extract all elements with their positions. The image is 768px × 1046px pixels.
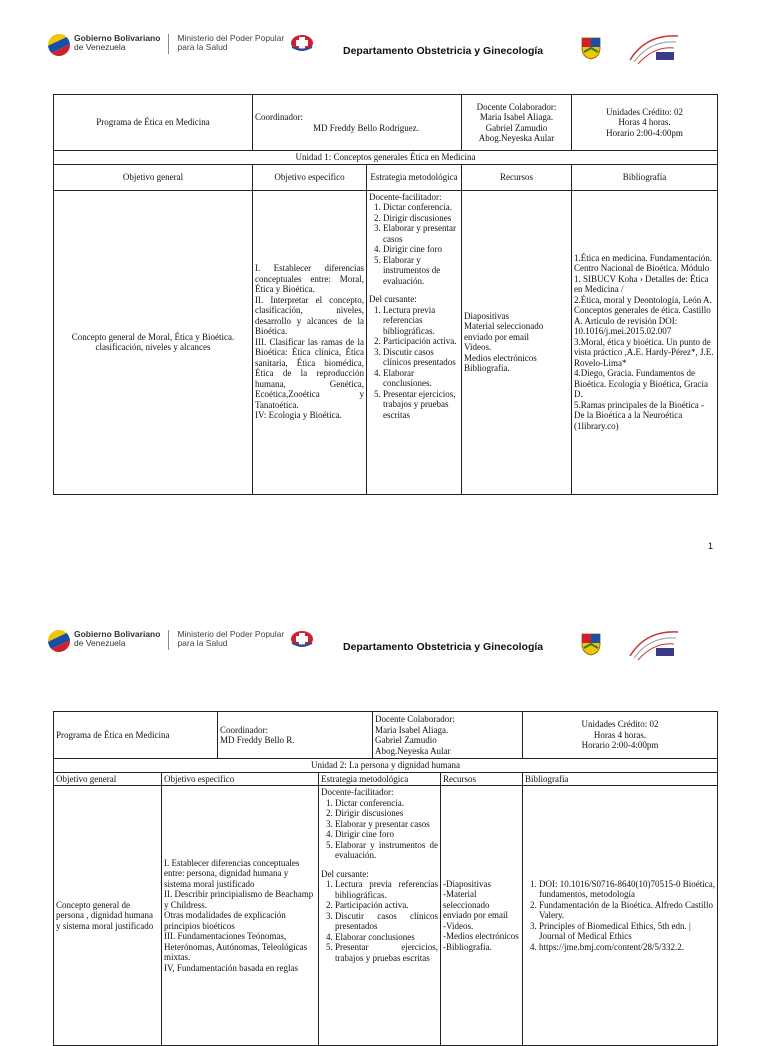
list-item: 1. Lectura previa referencias bibliográficas. (335, 879, 438, 900)
list-item: 3. Elaborar y presentar casos (335, 819, 438, 830)
objective-item: IV: Ecologia y Bioética. (255, 410, 342, 421)
venezuela-flag-icon (44, 30, 73, 59)
page-header (0, 28, 768, 88)
gob-line2: de Venezuela (74, 42, 126, 52)
resource-item: Bibliografía. (464, 363, 510, 373)
unit-title: Unidad 2: La persona y dignidad humana (54, 759, 718, 773)
docente-cell (373, 712, 523, 759)
cursante-label: Del cursante: (321, 868, 369, 879)
recursos-cell (441, 786, 523, 1046)
coordinator-cell (253, 95, 462, 151)
list-item: 4. Dirigir cine foro (383, 244, 459, 255)
col-header: Objetivo general (54, 772, 162, 786)
units-line: Unidades Crédito: 02 (606, 106, 683, 117)
list-item: 2. Dirigir discusiones (383, 213, 459, 224)
list-item: 2. Dirigir discusiones (335, 808, 438, 819)
objective-item: I. Establecer diferencias conceptuales entre: Moral, Ética y Bioética. (255, 263, 364, 295)
coordinator-label: Coordinador: (220, 724, 268, 735)
bibliography-item: 3.Moral, ética y bioética. Un punto de vista práctico ,A.E. Hardy-Pérez*, J.E. Rovelo-Lima* (574, 336, 714, 368)
list-item: 4. Dirigir cine foro (335, 829, 438, 840)
list-item: 4. Elaborar conclusiones. (383, 368, 459, 389)
gobierno-logo (48, 34, 314, 56)
objective-item: I. Establecer diferencias conceptuales entre: persona, dignidad humana y sistema moral justificado (164, 857, 300, 889)
min-line1: Ministerio del Poder Popular (177, 33, 285, 43)
objective-item: III. Fundamentaciones Teónomas, Heterónomas, Autónomas, Teleológicas mixtas. (164, 931, 308, 963)
program-title-cell (54, 95, 253, 151)
gobierno-logo (48, 630, 314, 652)
col-header: Bibliografía (572, 164, 718, 190)
min-line1: Ministerio del Poder Popular (177, 629, 285, 639)
docente-line: Abog.Neyeska Aular (375, 745, 451, 756)
resource-item: Diapositivas (464, 310, 509, 321)
bibliografia-cell (572, 190, 718, 494)
col-header: Estrategia metodológica (319, 772, 441, 786)
list-item: 5. Elaborar y instrumentos de evaluación. (383, 255, 459, 287)
list-item: 3. Discutir casos clínicos presentados (335, 911, 438, 932)
resource-item: -Bibliografía. (443, 941, 492, 952)
docente-facilitador-label: Docente-facilitador: (321, 787, 394, 797)
col-header: Bibliografía (523, 772, 718, 786)
docente-line: Maria Isabel Aliaga. (375, 724, 449, 735)
bibliografia-cell (523, 786, 718, 1046)
objective-item: II. Interpretar el concepto, clasificación, niveles, desarrollo y alcances de la Bioética. (255, 294, 364, 337)
objective-item: II. Describir principialismo de Beachamp y Childress. (164, 889, 314, 910)
docente-list (369, 202, 459, 286)
bibliography-item: 4. https://jme.bmj.com/content/28/5/332.2. (539, 942, 715, 953)
coordinator-label: Coordinador: (255, 112, 303, 122)
resource-item: Videos. (464, 342, 492, 352)
docente-line: Abog.Neyeska Aular (478, 133, 555, 143)
objetivo-general: Concepto general de persona , dignidad humana y sistema moral justificado (54, 786, 162, 1046)
col-header: Recursos (462, 164, 572, 190)
bibliography-item: 3. Principles of Biomedical Ethics, 5th edn. | Journal of Medical Ethics (539, 921, 715, 942)
bibliography-item: 1.Ética en medicina. Fundamentación. Centro Nacional de Bioética. Módulo 1. SIBUCV Koha › Detalles de: Ética en Medicina / (574, 252, 712, 295)
objetivo-especifico (162, 786, 319, 1046)
units-line: Horario 2:00-4:00pm (581, 740, 659, 751)
recursos-cell (462, 190, 572, 494)
estrategia-cell (319, 786, 441, 1046)
divider (168, 34, 169, 54)
objective-item: Otras modalidades de explicación principios bioéticos (164, 910, 286, 931)
resource-item: Medios electrónicos (464, 352, 537, 363)
docente-line: Gabriel Zamudio (485, 122, 548, 133)
university-logo-icon (626, 626, 682, 664)
units-line: Horas 4 horas. (593, 729, 647, 740)
resource-item: -Material seleccionado enviado por email (443, 889, 508, 921)
resource-item: Material seleccionado enviado por email (464, 321, 544, 342)
coat-of-arms-icon (580, 36, 602, 60)
health-ministry-icon (290, 630, 314, 648)
bibliography-item: 5.Ramas principales de la Bioética - De la Bioética a la Neuroética (1library.co) (574, 399, 704, 431)
bibliography-item: 4.Diego, Gracia. Fundamentos de Bioética. Ecologia y Bioética, Gracia D. (574, 368, 708, 400)
bibliography-item: Conceptos generales de ética. Castillo A. Articulo de revisión DOI: 10.1016/j.mei.2015.02.007 (574, 305, 711, 337)
list-item: 5. Presentar ejercicios, trabajos y pruebas escritas (383, 389, 459, 421)
col-header: Estrategia metodológica (367, 164, 462, 190)
list-item: 4. Elaborar conclusiones (335, 932, 438, 943)
cursante-label: Del cursante: (369, 294, 417, 304)
coat-of-arms-icon (580, 632, 602, 656)
resource-item: -Diapositivas (443, 878, 492, 889)
min-line2: para la Salud (177, 42, 228, 52)
page-number: 1 (708, 541, 714, 551)
docente-facilitador-label: Docente-facilitador: (369, 191, 442, 202)
unit-title: Unidad 1: Conceptos generales Ética en Medicina (54, 151, 718, 165)
estrategia-cell (367, 190, 462, 494)
gob-line1: Gobierno Bolivariano (74, 33, 161, 43)
col-header: Objetivo general (54, 164, 253, 190)
health-ministry-icon (290, 34, 314, 52)
resource-item: -Videos. (443, 920, 474, 931)
program-title-cell (54, 712, 218, 759)
docente-cell (462, 95, 572, 151)
divider (168, 630, 169, 650)
col-header: Recursos (441, 772, 523, 786)
bibliography-item: 1. DOI: 10.1016/S0716-8640(10)70515-0 Bioética, fundamentos, metodología (539, 879, 715, 900)
objetivo-especifico (253, 190, 367, 494)
units-line: Horario 2:00-4:00pm (606, 127, 683, 138)
units-cell (572, 95, 718, 151)
col-header: Objetivo especifico (253, 164, 367, 190)
coordinator-cell (218, 712, 373, 759)
docente-line: Gabriel Zamudio (375, 735, 437, 745)
program-title: Programa de Ética en Medicina (96, 117, 210, 128)
gob-line1: Gobierno Bolivariano (74, 629, 161, 639)
list-item: 1. Dictar conferencia. (335, 798, 438, 809)
gob-line2: de Venezuela (74, 638, 126, 648)
docente-line: Docente Colaborador: (476, 101, 557, 112)
docente-line: Docente Colaborador: (375, 714, 455, 724)
col-header: Objetivo especifico (162, 772, 319, 786)
department-title: Departamento Obstetricia y Ginecología (343, 45, 544, 57)
min-line2: para la Salud (177, 638, 228, 648)
docente-line: Maria Isabel Aliaga. (479, 112, 554, 122)
objective-item: III. Clasificar las ramas de la Bioética: Ética clínica, Ética sanitaria, Ética biomédica, Ética de la reproducción humana, Genética, Ecoética,Zooética y Tanatoética. (255, 336, 364, 410)
list-item: 2. Participación activa. (383, 336, 459, 347)
list-item: 3. Elaborar y presentar casos (383, 223, 459, 244)
list-item: 3. Discutir casos clínicos presentados (383, 347, 459, 368)
bibliography-item: 2. Fundamentación de la Bioética. Alfredo Castillo Valery. (539, 900, 715, 921)
department-title: Departamento Obstetricia y Ginecología (343, 641, 544, 653)
bibliography-list (525, 879, 715, 953)
units-cell (523, 712, 718, 759)
university-logo-icon (626, 30, 682, 68)
list-item: 1. Lectura previa referencias bibliográficas. (383, 305, 459, 337)
program-table-unit1 (53, 94, 718, 495)
bibliography-item: 2.Ética, moral y Deontología, León A. (574, 294, 712, 305)
units-line: Horas 4 horas. (618, 117, 671, 128)
program-table-unit2 (53, 711, 718, 1046)
coordinator-name: MD Freddy Bello R. (220, 735, 295, 745)
venezuela-flag-icon (44, 626, 73, 655)
units-line: Unidades Crédito: 02 (581, 719, 659, 730)
docente-list (321, 798, 438, 861)
objective-item: IV, Fundamentación basada en reglas (164, 962, 299, 973)
cursante-list (321, 879, 438, 963)
coordinator-name: MD Freddy Bello Rodríguez. (313, 122, 419, 133)
program-title: Programa de Ética en Medicina (56, 729, 170, 740)
list-item: 5. Elaborar y instrumentos de evaluación. (335, 840, 438, 861)
list-item: 5. Presentar ejercicios, trabajos y pruebas escritas (335, 942, 438, 963)
objetivo-general: Concepto general de Moral, Ética y Bioética. clasificación, niveles y alcances (54, 190, 253, 494)
list-item: 2. Participación activa. (335, 900, 438, 911)
list-item: 1. Dictar conferencia. (383, 202, 459, 213)
cursante-list (369, 305, 459, 421)
resource-item: -Medios electrónicos (443, 931, 519, 942)
page-header (0, 624, 768, 684)
